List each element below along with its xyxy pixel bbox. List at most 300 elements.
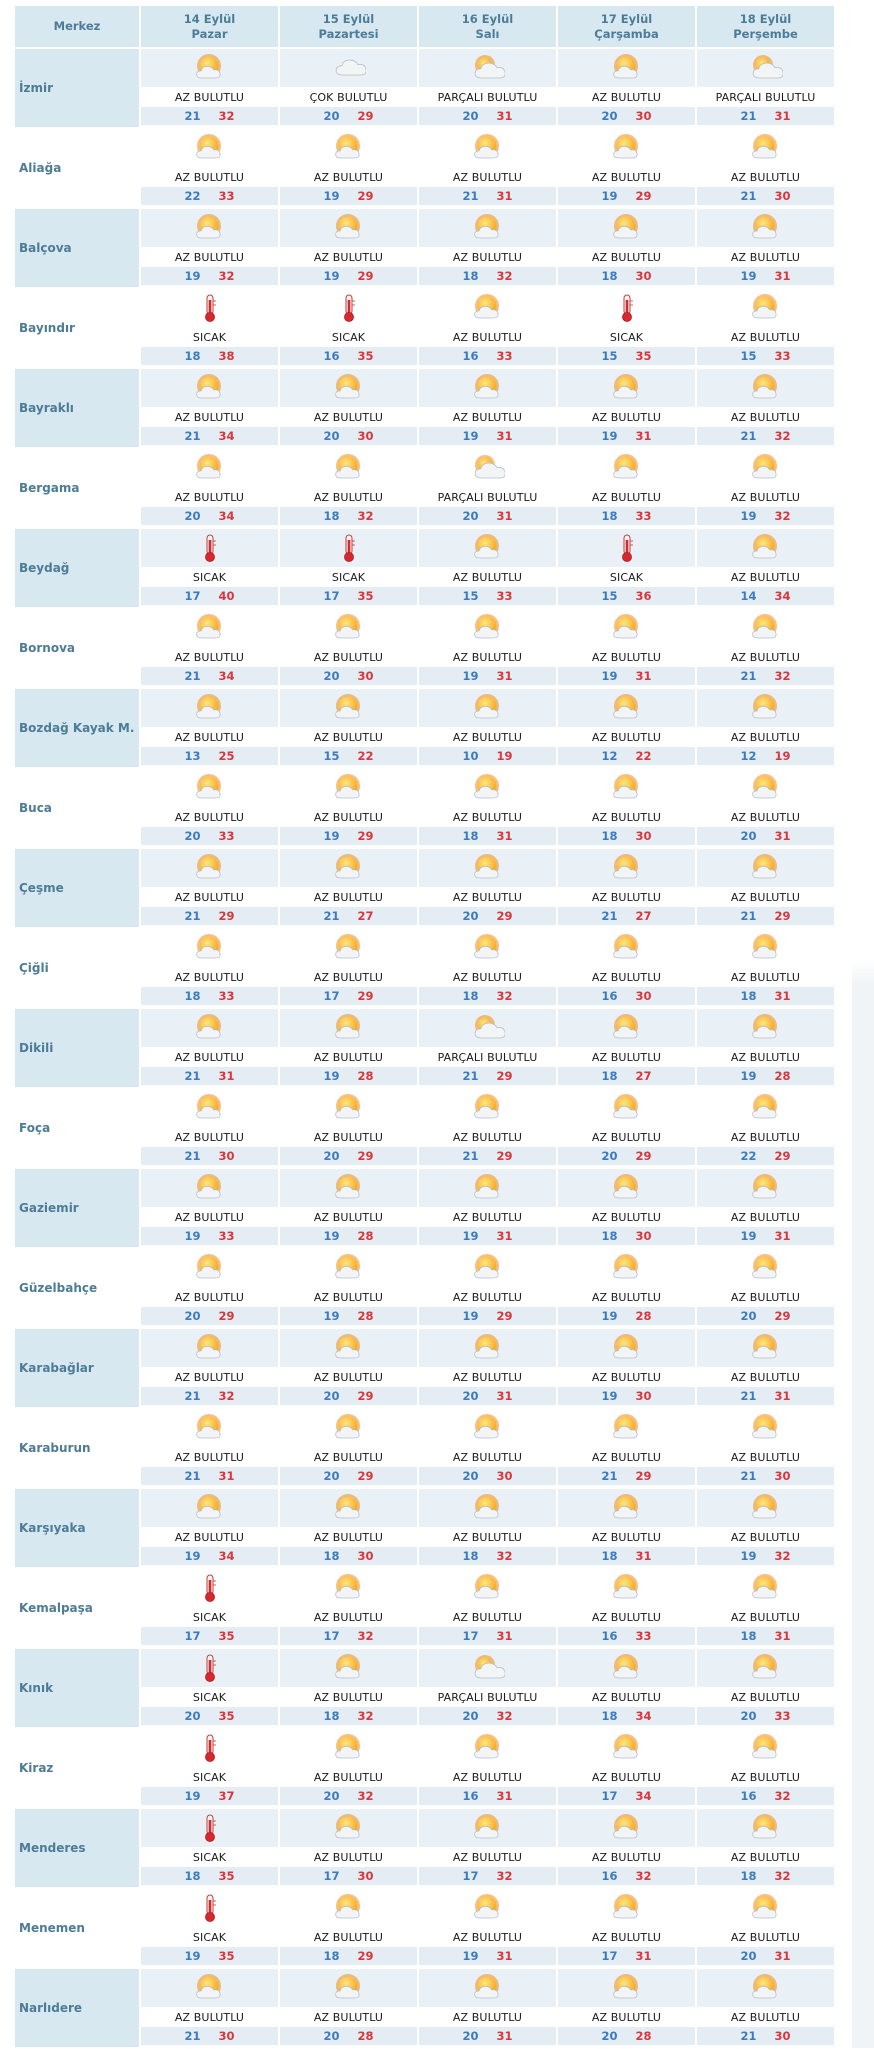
temperature-range <box>558 507 695 525</box>
partly-cloudy-icon <box>419 129 556 167</box>
forecast-cell <box>419 129 556 207</box>
min-temperature: 18 <box>323 1709 340 1723</box>
max-temperature: 32 <box>774 1869 791 1883</box>
temperature-range <box>558 907 695 925</box>
weather-condition: AZ BULUTLU <box>174 2010 245 2024</box>
min-temperature: 21 <box>323 909 340 923</box>
city-name: Kiraz <box>19 1761 54 1775</box>
temperature-range <box>697 1627 834 1645</box>
partly-cloudy-icon <box>697 129 834 167</box>
thermometer-icon <box>141 1569 278 1607</box>
max-temperature: 32 <box>774 1789 791 1803</box>
forecast-cell <box>280 1489 417 1567</box>
min-temperature: 21 <box>740 189 757 203</box>
min-temperature: 19 <box>740 269 757 283</box>
max-temperature: 33 <box>774 349 791 363</box>
temperature-range <box>558 1947 695 1965</box>
weather-condition: AZ BULUTLU <box>591 810 662 824</box>
forecast-cell <box>141 1009 278 1087</box>
cloudy-icon <box>280 49 417 87</box>
min-temperature: 17 <box>184 589 201 603</box>
partly-cloudy-icon <box>141 369 278 407</box>
city-name: Bozdağ Kayak M. <box>15 689 139 767</box>
forecast-cell <box>558 689 695 767</box>
partly-cloudy-icon <box>419 1329 556 1367</box>
forecast-cell <box>419 1329 556 1407</box>
partly-cloudy-icon <box>558 129 695 167</box>
temperature-range <box>280 2027 417 2045</box>
city-name: Beydağ <box>15 529 139 607</box>
min-temperature: 16 <box>462 349 479 363</box>
temperature-range <box>141 1547 278 1565</box>
temperature-range <box>697 107 834 125</box>
temperature-range <box>141 427 278 445</box>
min-temperature: 20 <box>323 2029 340 2043</box>
min-temperature: 17 <box>601 1949 618 1963</box>
forecast-cell <box>419 769 556 847</box>
weather-condition: AZ BULUTLU <box>730 490 801 504</box>
temperature-range <box>280 987 417 1005</box>
temperature-range <box>697 1867 834 1885</box>
min-temperature: 20 <box>323 1789 340 1803</box>
min-temperature: 22 <box>184 189 201 203</box>
max-temperature: 29 <box>218 1309 235 1323</box>
partly-cloudy-icon <box>697 1409 834 1447</box>
min-temperature: 18 <box>462 829 479 843</box>
max-temperature: 32 <box>218 109 235 123</box>
partly-cloudy-icon <box>280 1729 417 1767</box>
partly-cloudy-icon <box>141 769 278 807</box>
max-temperature: 32 <box>774 509 791 523</box>
partly-cloudy-icon <box>419 1889 556 1927</box>
min-temperature: 19 <box>323 829 340 843</box>
partly-cloudy-icon <box>280 689 417 727</box>
max-temperature: 29 <box>218 909 235 923</box>
forecast-cell <box>419 609 556 687</box>
forecast-cell <box>419 1489 556 1567</box>
temperature-range <box>141 1387 278 1405</box>
min-temperature: 20 <box>323 1149 340 1163</box>
min-temperature: 15 <box>462 589 479 603</box>
weather-condition: AZ BULUTLU <box>452 970 523 984</box>
weather-condition: AZ BULUTLU <box>452 250 523 264</box>
weather-condition: AZ BULUTLU <box>174 1050 245 1064</box>
temperature-range <box>419 427 556 445</box>
weather-condition: AZ BULUTLU <box>313 1210 384 1224</box>
min-temperature: 20 <box>184 1709 201 1723</box>
partly-cloudy-icon <box>280 1409 417 1447</box>
max-temperature: 34 <box>635 1789 652 1803</box>
thermometer-icon <box>141 1809 278 1847</box>
max-temperature: 19 <box>496 749 513 763</box>
forecast-cell <box>141 609 278 687</box>
min-temperature: 20 <box>323 109 340 123</box>
weather-condition: AZ BULUTLU <box>452 570 523 584</box>
max-temperature: 30 <box>635 269 652 283</box>
weather-condition: AZ BULUTLU <box>730 1530 801 1544</box>
weather-condition: AZ BULUTLU <box>452 170 523 184</box>
min-temperature: 20 <box>462 1389 479 1403</box>
max-temperature: 33 <box>218 989 235 1003</box>
temperature-range <box>419 1147 556 1165</box>
weather-condition: AZ BULUTLU <box>591 1450 662 1464</box>
weather-condition: AZ BULUTLU <box>313 650 384 664</box>
partly-cloudy-icon <box>558 1969 695 2007</box>
max-temperature: 30 <box>218 1149 235 1163</box>
temperature-range <box>280 1547 417 1565</box>
partly-cloudy-icon <box>558 49 695 87</box>
weather-condition: SICAK <box>192 330 227 344</box>
partly-cloudy-icon <box>558 849 695 887</box>
max-temperature: 34 <box>218 669 235 683</box>
forecast-cell <box>280 129 417 207</box>
forecast-cell <box>697 849 834 927</box>
temperature-range <box>697 1227 834 1245</box>
partly-cloudy-icon <box>419 1569 556 1607</box>
min-temperature: 15 <box>601 349 618 363</box>
weather-condition: AZ BULUTLU <box>591 1130 662 1144</box>
header-day-5 <box>697 6 834 47</box>
weather-condition: AZ BULUTLU <box>730 970 801 984</box>
forecast-cell <box>419 1569 556 1647</box>
max-temperature: 30 <box>774 2029 791 2043</box>
partly-cloudy-icon <box>558 1649 695 1687</box>
city-name: Aliağa <box>19 161 62 175</box>
forecast-cell <box>419 1169 556 1247</box>
min-temperature: 19 <box>740 1549 757 1563</box>
min-temperature: 18 <box>740 989 757 1003</box>
temperature-range <box>419 907 556 925</box>
temperature-range <box>280 587 417 605</box>
temperature-range <box>558 1627 695 1645</box>
temperature-range <box>419 1387 556 1405</box>
temperature-range <box>419 1227 556 1245</box>
temperature-range <box>141 1787 278 1805</box>
forecast-cell <box>697 609 834 687</box>
temperature-range <box>280 187 417 205</box>
header-day-date: 18 Eylül <box>739 11 792 26</box>
max-temperature: 30 <box>635 109 652 123</box>
max-temperature: 32 <box>357 1629 374 1643</box>
weather-condition: AZ BULUTLU <box>174 1450 245 1464</box>
max-temperature: 32 <box>496 1709 513 1723</box>
temperature-range <box>280 1867 417 1885</box>
forecast-cell <box>697 1169 834 1247</box>
partly-cloudy-icon <box>141 1489 278 1527</box>
temperature-range <box>141 827 278 845</box>
temperature-range <box>558 1227 695 1245</box>
forecast-cell <box>697 1489 834 1567</box>
forecast-cell <box>697 1569 834 1647</box>
weather-condition: AZ BULUTLU <box>313 1530 384 1544</box>
temperature-range <box>558 1387 695 1405</box>
temperature-range <box>419 507 556 525</box>
partly-cloudy-icon <box>419 1969 556 2007</box>
weather-condition: PARÇALI BULUTLU <box>437 1050 538 1064</box>
forecast-cell <box>141 1569 278 1647</box>
forecast-cell <box>558 1569 695 1647</box>
partly-cloudy-icon <box>141 1249 278 1287</box>
weather-condition: AZ BULUTLU <box>174 1210 245 1224</box>
max-temperature: 33 <box>635 1629 652 1643</box>
weather-condition: AZ BULUTLU <box>174 970 245 984</box>
temperature-range <box>419 107 556 125</box>
forecast-cell <box>419 529 556 607</box>
forecast-cell <box>697 1969 834 2047</box>
temperature-range <box>697 1707 834 1725</box>
max-temperature: 36 <box>635 589 652 603</box>
min-temperature: 20 <box>462 2029 479 2043</box>
weather-condition: AZ BULUTLU <box>313 410 384 424</box>
temperature-range <box>280 747 417 765</box>
temperature-range <box>280 107 417 125</box>
partly-cloudy-icon <box>697 609 834 647</box>
min-temperature: 21 <box>740 429 757 443</box>
header-day-weekday: Pazar <box>191 26 228 41</box>
weather-condition: AZ BULUTLU <box>313 1050 384 1064</box>
forecast-cell <box>697 1649 834 1727</box>
city-name: Karabağlar <box>15 1329 139 1407</box>
temperature-range <box>280 1787 417 1805</box>
weather-condition: AZ BULUTLU <box>730 250 801 264</box>
partly-cloudy-icon <box>419 1729 556 1767</box>
partly-cloudy-icon <box>697 1009 834 1047</box>
max-temperature: 31 <box>496 429 513 443</box>
min-temperature: 18 <box>601 1229 618 1243</box>
max-temperature: 30 <box>357 429 374 443</box>
max-temperature: 22 <box>635 749 652 763</box>
temperature-range <box>419 1067 556 1085</box>
max-temperature: 28 <box>357 1309 374 1323</box>
max-temperature: 32 <box>496 1549 513 1563</box>
forecast-cell <box>558 369 695 447</box>
city-name: Kemalpaşa <box>19 1601 93 1615</box>
city-name: Foça <box>19 1121 51 1135</box>
forecast-cell <box>280 1089 417 1167</box>
max-temperature: 32 <box>496 989 513 1003</box>
partly-cloudy-icon <box>141 1169 278 1207</box>
min-temperature: 19 <box>462 1309 479 1323</box>
forecast-cell <box>697 369 834 447</box>
weather-condition: AZ BULUTLU <box>452 1130 523 1144</box>
weather-condition: AZ BULUTLU <box>452 410 523 424</box>
partly-cloudy-icon <box>280 1969 417 2007</box>
min-temperature: 18 <box>740 1629 757 1643</box>
max-temperature: 30 <box>635 829 652 843</box>
min-temperature: 19 <box>462 429 479 443</box>
max-temperature: 31 <box>496 2029 513 2043</box>
weather-condition: AZ BULUTLU <box>174 1130 245 1144</box>
temperature-range <box>697 827 834 845</box>
max-temperature: 31 <box>496 829 513 843</box>
partly-cloudy-icon <box>280 1009 417 1047</box>
forecast-cell <box>419 689 556 767</box>
temperature-range <box>697 907 834 925</box>
min-temperature: 16 <box>601 989 618 1003</box>
temperature-range <box>280 1067 417 1085</box>
min-temperature: 18 <box>601 1549 618 1563</box>
min-temperature: 19 <box>462 669 479 683</box>
forecast-cell <box>280 929 417 1007</box>
forecast-cell <box>419 1809 556 1887</box>
weather-condition: AZ BULUTLU <box>591 1210 662 1224</box>
weather-condition: SICAK <box>192 1690 227 1704</box>
temperature-range <box>697 1787 834 1805</box>
min-temperature: 19 <box>184 269 201 283</box>
max-temperature: 30 <box>496 1469 513 1483</box>
weather-condition: AZ BULUTLU <box>730 1690 801 1704</box>
max-temperature: 33 <box>218 829 235 843</box>
max-temperature: 33 <box>774 1709 791 1723</box>
partly-cloudy-icon <box>558 1249 695 1287</box>
partly-cloudy-icon <box>558 1409 695 1447</box>
max-temperature: 28 <box>357 1229 374 1243</box>
weather-condition: AZ BULUTLU <box>591 730 662 744</box>
partly-cloudy-icon <box>141 689 278 727</box>
partly-cloudy-icon <box>697 1889 834 1927</box>
weather-condition: AZ BULUTLU <box>452 810 523 824</box>
min-temperature: 19 <box>601 189 618 203</box>
forecast-cell <box>558 1809 695 1887</box>
temperature-range <box>697 347 834 365</box>
temperature-range <box>697 187 834 205</box>
min-temperature: 19 <box>462 1949 479 1963</box>
weather-condition: AZ BULUTLU <box>730 1610 801 1624</box>
temperature-range <box>419 1467 556 1485</box>
min-temperature: 20 <box>184 829 201 843</box>
city-name: Bornova <box>19 641 76 655</box>
partly-cloudy-icon <box>558 209 695 247</box>
weather-condition: AZ BULUTLU <box>730 890 801 904</box>
city-name: Dikili <box>15 1009 139 1087</box>
max-temperature: 25 <box>218 749 235 763</box>
forecast-cell <box>280 1969 417 2047</box>
min-temperature: 18 <box>601 269 618 283</box>
forecast-cell <box>141 369 278 447</box>
temperature-range <box>419 347 556 365</box>
max-temperature: 32 <box>774 429 791 443</box>
temperature-range <box>697 1147 834 1165</box>
partly-cloudy-icon <box>697 449 834 487</box>
min-temperature: 17 <box>323 1629 340 1643</box>
max-temperature: 19 <box>774 749 791 763</box>
header-day-weekday: Perşembe <box>733 26 798 41</box>
weather-condition: AZ BULUTLU <box>730 1930 801 1944</box>
min-temperature: 19 <box>323 1229 340 1243</box>
temperature-range <box>697 267 834 285</box>
header-day-date: 15 Eylül <box>322 11 375 26</box>
forecast-cell <box>141 449 278 527</box>
partly-cloudy-icon <box>697 849 834 887</box>
partly-cloudy-icon <box>141 1329 278 1367</box>
max-temperature: 31 <box>774 1389 791 1403</box>
weather-condition: AZ BULUTLU <box>313 970 384 984</box>
max-temperature: 32 <box>218 1389 235 1403</box>
city-name: Güzelbahçe <box>19 1281 98 1295</box>
forecast-cell <box>280 529 417 607</box>
temperature-range <box>558 107 695 125</box>
partly-cloudy-icon <box>558 929 695 967</box>
min-temperature: 13 <box>184 749 201 763</box>
partly-cloudy-icon <box>419 1809 556 1847</box>
min-temperature: 20 <box>184 1309 201 1323</box>
temperature-range <box>419 1307 556 1325</box>
forecast-cell <box>141 1969 278 2047</box>
min-temperature: 18 <box>323 509 340 523</box>
max-temperature: 35 <box>218 1709 235 1723</box>
partly-cloudy-icon <box>419 769 556 807</box>
temperature-range <box>697 1947 834 1965</box>
max-temperature: 32 <box>496 1869 513 1883</box>
max-temperature: 29 <box>357 189 374 203</box>
temperature-range <box>558 1467 695 1485</box>
weather-condition: AZ BULUTLU <box>313 170 384 184</box>
max-temperature: 29 <box>357 109 374 123</box>
temperature-range <box>419 187 556 205</box>
weather-condition: PARÇALI BULUTLU <box>715 90 816 104</box>
partly-cloudy-icon <box>697 1809 834 1847</box>
partly-cloudy-icon <box>141 209 278 247</box>
weather-condition: AZ BULUTLU <box>591 1050 662 1064</box>
temperature-range <box>419 587 556 605</box>
city-name: Çiğli <box>19 961 49 975</box>
weather-condition: AZ BULUTLU <box>730 170 801 184</box>
partly-cloudy-icon <box>558 609 695 647</box>
weather-condition: AZ BULUTLU <box>174 1290 245 1304</box>
temperature-range <box>141 2027 278 2045</box>
header-day-2 <box>280 6 417 47</box>
temperature-range <box>141 1467 278 1485</box>
forecast-cell <box>141 1889 278 1967</box>
forecast-cell <box>419 1649 556 1727</box>
forecast-cell <box>558 209 695 287</box>
temperature-range <box>419 667 556 685</box>
min-temperature: 19 <box>601 1389 618 1403</box>
weather-condition: SICAK <box>609 330 644 344</box>
max-temperature: 31 <box>496 1629 513 1643</box>
forecast-cell <box>419 1969 556 2047</box>
city-name: Kınık <box>15 1649 139 1727</box>
temperature-range <box>141 267 278 285</box>
weather-condition: AZ BULUTLU <box>452 1210 523 1224</box>
partly-cloudy-icon <box>419 209 556 247</box>
temperature-range <box>558 1787 695 1805</box>
forecast-cell <box>697 1729 834 1807</box>
partly-cloudy-icon <box>280 209 417 247</box>
thermometer-icon <box>558 289 695 327</box>
temperature-range <box>280 507 417 525</box>
header-day-weekday: Salı <box>475 26 500 41</box>
temperature-range <box>697 747 834 765</box>
weather-condition: AZ BULUTLU <box>174 250 245 264</box>
weather-condition: AZ BULUTLU <box>174 410 245 424</box>
partly-cloudy-icon <box>280 1089 417 1127</box>
temperature-range <box>697 1467 834 1485</box>
header-merkez-label: Merkez <box>53 19 101 33</box>
max-temperature: 32 <box>357 509 374 523</box>
forecast-cell <box>697 1889 834 1967</box>
min-temperature: 18 <box>601 829 618 843</box>
min-temperature: 19 <box>601 429 618 443</box>
weather-condition: SICAK <box>192 570 227 584</box>
partly-cloudy-icon <box>697 1249 834 1287</box>
min-temperature: 19 <box>323 1069 340 1083</box>
partly-cloudy-icon <box>419 289 556 327</box>
temperature-range <box>558 1547 695 1565</box>
weather-condition: AZ BULUTLU <box>730 650 801 664</box>
partly-cloudy-icon <box>558 1889 695 1927</box>
max-temperature: 29 <box>357 269 374 283</box>
